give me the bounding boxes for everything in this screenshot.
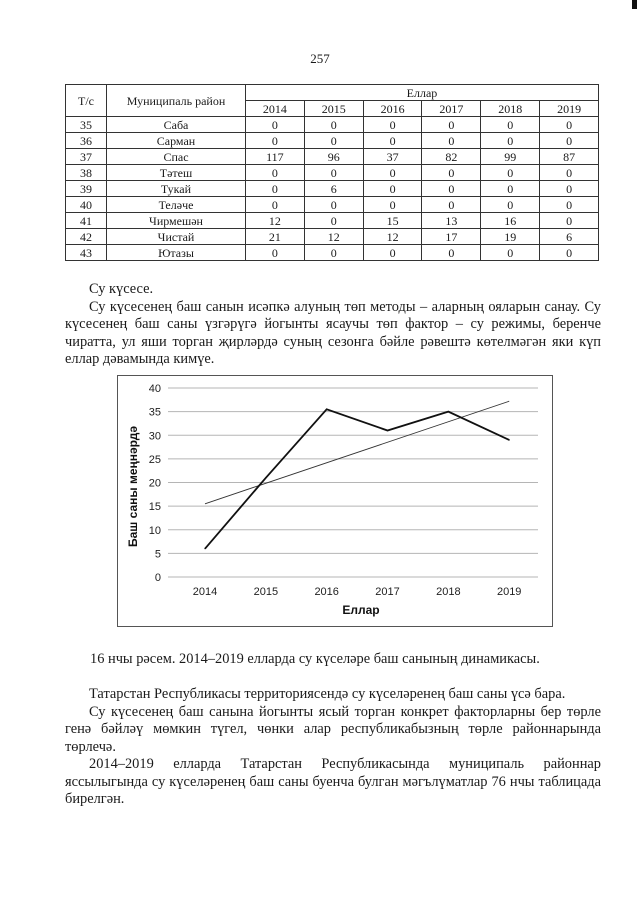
cell-value: 0 — [422, 133, 481, 149]
district-name: Теләче — [107, 197, 246, 213]
district-name: Чистай — [107, 229, 246, 245]
section-heading: Су күсесе. — [89, 281, 154, 297]
population-chart — [117, 375, 553, 627]
corner-mark — [632, 0, 637, 9]
cell-value: 0 — [363, 197, 422, 213]
table-body — [66, 117, 599, 261]
cell-value: 0 — [246, 245, 305, 261]
cell-value: 21 — [246, 229, 305, 245]
paragraph-table-ref: 2014–2019 елларда Татарстан Республикасында муниципаль районнар яссылыгында су күселәренең баш саны буенча булган мәгълүматлар 76 нчы таблицада бирелгән. — [65, 756, 601, 807]
y-tick-label: 0 — [154, 572, 161, 584]
cell-value: 37 — [363, 149, 422, 165]
cell-value: 0 — [422, 245, 481, 261]
figure-caption: 16 нчы рәсем. 2014–2019 елларда су күселәре баш санының динамикасы. — [90, 651, 540, 667]
chart-svg — [118, 376, 554, 628]
cell-value: 16 — [481, 213, 540, 229]
table-row — [66, 213, 599, 229]
y-tick-label: 5 — [154, 548, 161, 561]
data-point — [265, 477, 266, 478]
trend-line — [205, 401, 509, 504]
cell-value: 0 — [481, 197, 540, 213]
data-point — [509, 439, 510, 440]
district-name: Тәтеш — [107, 165, 246, 181]
cell-value: 0 — [481, 245, 540, 261]
district-name: Чирмешән — [107, 213, 246, 229]
district-name: Сарман — [107, 133, 246, 149]
table-row — [66, 165, 599, 181]
district-name: Ютазы — [107, 245, 246, 261]
row-number: 41 — [66, 213, 107, 229]
cell-value: 117 — [246, 149, 305, 165]
cell-value: 0 — [422, 181, 481, 197]
cell-value: 0 — [304, 213, 363, 229]
header-number: Т/с — [66, 85, 107, 117]
cell-value: 0 — [540, 117, 599, 133]
table-row — [66, 149, 599, 165]
header-district: Муниципаль район — [107, 85, 246, 117]
cell-value: 0 — [246, 181, 305, 197]
cell-value: 0 — [422, 117, 481, 133]
cell-value: 0 — [481, 165, 540, 181]
y-tick-label: 20 — [148, 477, 161, 490]
cell-value: 0 — [363, 245, 422, 261]
cell-value: 0 — [246, 117, 305, 133]
cell-value: 12 — [363, 229, 422, 245]
year-header-2019: 2019 — [540, 101, 599, 117]
row-number: 39 — [66, 181, 107, 197]
cell-value: 0 — [481, 133, 540, 149]
y-tick-label: 30 — [148, 430, 161, 443]
cell-value: 17 — [422, 229, 481, 245]
districts-table — [65, 84, 599, 261]
x-tick-label: 2014 — [192, 586, 218, 598]
district-name: Спас — [107, 149, 246, 165]
cell-value: 0 — [246, 165, 305, 181]
table-row — [66, 181, 599, 197]
cell-value: 96 — [304, 149, 363, 165]
data-point — [448, 411, 449, 412]
cell-value: 0 — [363, 117, 422, 133]
table-row — [66, 117, 599, 133]
row-number: 38 — [66, 165, 107, 181]
paragraph-methods: Су күсесенең баш санын исәпкә алуның төп методы – аларның ояларын санау. Су күсесенең баш саны үзгәрүгә йогынты ясаучы төп фактор – су режимы, беренче чиратта, ул яши торган җирләрдә суның сезонга бәйле рәвештә көтелмәгән яки күп еллар дәвамында кимүе. — [65, 298, 601, 367]
cell-value: 0 — [540, 245, 599, 261]
cell-value: 0 — [540, 181, 599, 197]
cell-value: 0 — [540, 165, 599, 181]
cell-value: 12 — [246, 213, 305, 229]
cell-value: 0 — [363, 133, 422, 149]
table-row — [66, 245, 599, 261]
y-tick-label: 25 — [148, 453, 161, 466]
cell-value: 0 — [540, 197, 599, 213]
x-tick-label: 2018 — [436, 586, 461, 598]
row-number: 43 — [66, 245, 107, 261]
text-upper — [65, 281, 601, 369]
district-name: Тукай — [107, 181, 246, 197]
cell-value: 0 — [540, 213, 599, 229]
cell-value: 0 — [304, 197, 363, 213]
y-tick-label: 40 — [148, 383, 161, 395]
cell-value: 0 — [304, 165, 363, 181]
y-tick-label: 10 — [148, 524, 161, 537]
cell-value: 0 — [246, 133, 305, 149]
cell-value: 0 — [540, 133, 599, 149]
year-header-2014: 2014 — [246, 101, 305, 117]
cell-value: 0 — [481, 181, 540, 197]
cell-value: 82 — [422, 149, 481, 165]
page-number: 257 — [310, 51, 330, 66]
row-number: 42 — [66, 229, 107, 245]
text-lower — [65, 686, 601, 809]
row-number: 37 — [66, 149, 107, 165]
header-years: Еллар — [246, 85, 599, 101]
cell-value: 15 — [363, 213, 422, 229]
x-tick-label: 2019 — [496, 586, 522, 598]
table-row — [66, 229, 599, 245]
cell-value: 87 — [540, 149, 599, 165]
year-header-2016: 2016 — [363, 101, 422, 117]
cell-value: 12 — [304, 229, 363, 245]
row-number: 35 — [66, 117, 107, 133]
x-tick-label: 2016 — [314, 586, 339, 598]
y-tick-label: 15 — [148, 501, 161, 514]
cell-value: 0 — [363, 181, 422, 197]
x-tick-label: 2017 — [375, 586, 400, 598]
row-number: 36 — [66, 133, 107, 149]
cell-value: 0 — [422, 165, 481, 181]
data-point — [387, 430, 388, 431]
data-point — [326, 409, 327, 410]
cell-value: 0 — [304, 245, 363, 261]
cell-value: 19 — [481, 229, 540, 245]
cell-value: 6 — [304, 181, 363, 197]
paragraph-growth: Татарстан Республикасы территориясендә су күселәренең баш саны үсә бара. — [89, 686, 566, 702]
cell-value: 0 — [246, 197, 305, 213]
cell-value: 0 — [481, 117, 540, 133]
row-number: 40 — [66, 197, 107, 213]
district-name: Саба — [107, 117, 246, 133]
cell-value: 6 — [540, 229, 599, 245]
data-point — [204, 548, 205, 549]
cell-value: 0 — [304, 117, 363, 133]
paragraph-factors: Су күсесенең баш санына йогынты ясый торган конкрет факторларны бер төрле генә бәйләү мөмкин түгел, чөнки алар республикабызның төрле районнарында төрлечә. — [65, 703, 601, 755]
cell-value: 99 — [481, 149, 540, 165]
cell-value: 13 — [422, 213, 481, 229]
table-row — [66, 133, 599, 149]
x-axis-label: Еллар — [342, 603, 380, 617]
year-header-2018: 2018 — [481, 101, 540, 117]
year-header-2015: 2015 — [304, 101, 363, 117]
table-row — [66, 197, 599, 213]
y-tick-label: 35 — [148, 406, 161, 419]
y-axis-label: Баш саны меңнәрдә — [126, 425, 140, 548]
cell-value: 0 — [422, 197, 481, 213]
cell-value: 0 — [363, 165, 422, 181]
x-tick-label: 2015 — [253, 586, 279, 598]
year-header-2017: 2017 — [422, 101, 481, 117]
series-line — [205, 409, 509, 548]
cell-value: 0 — [304, 133, 363, 149]
